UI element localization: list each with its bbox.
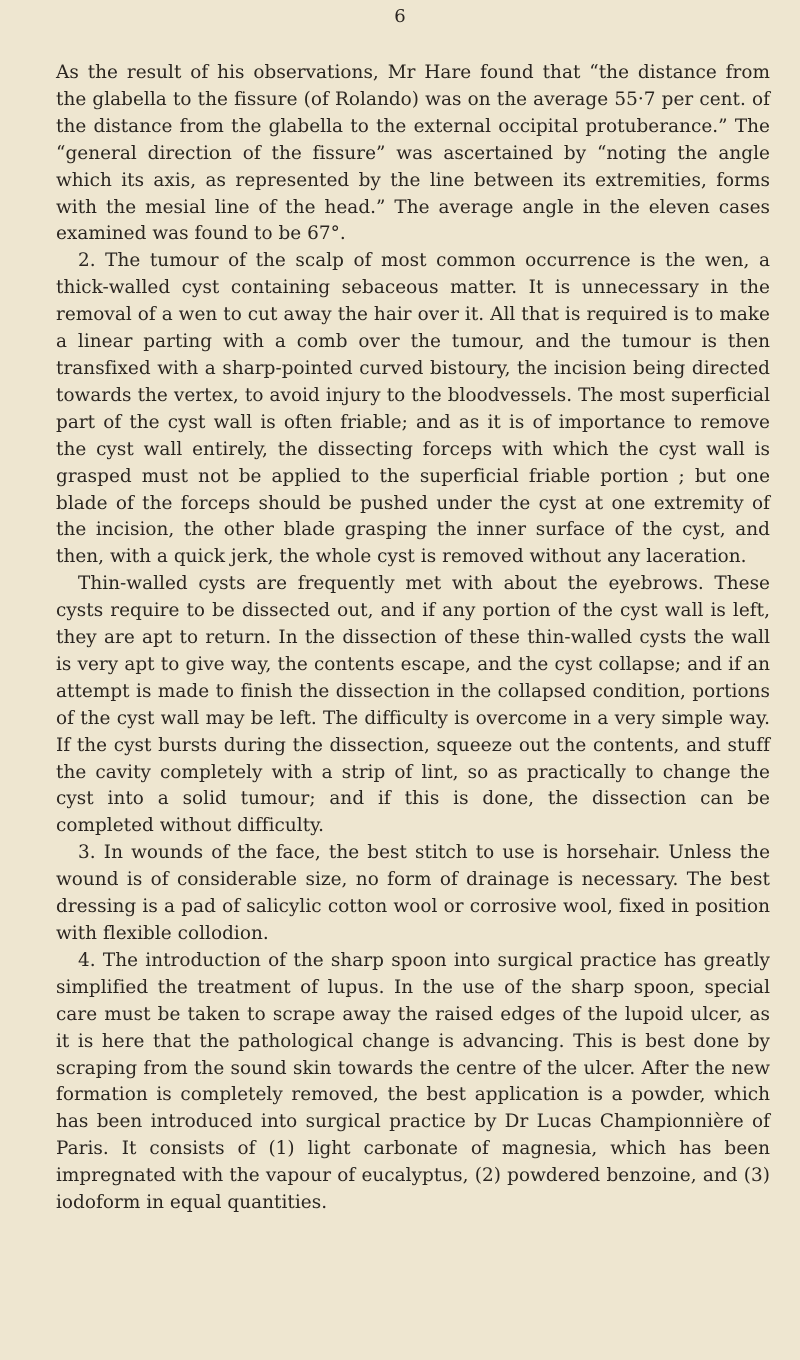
paragraph-face-wounds: 3. In wounds of the face, the best stitch to use is horsehair. Unless the wound is of considerable size, no form of drainage is necessary. The best dressing is a pad of salicylic cotton wool or corrosive wool, fixed in position with flexible collodion.	[56, 842, 770, 944]
paragraph-lupus-treatment: 4. The introduction of the sharp spoon into surgical practice has greatly simplified the treatment of lupus. In the use of the sharp spoon, special care must be taken to scrape away the raised edges of the lupoid ulcer, as it is here that the pathological change is advancing. This is best done by scraping from the sound skin towards the centre of the ulcer. After the new formation is completely removed, the best application is a powder, which has been introduced into surgical practice by Dr Lucas Championnière of Paris. It consists of (1) light carbonate of magnesia, which has been impregnated with the vapour of eucalyptus, (2) powdered benzoine, and (3) iodoform in equal quantities.	[56, 949, 770, 1214]
paragraph-scalp-wen: 2. The tumour of the scalp of most common occurrence is the wen, a thick-walled cyst containing sebaceous matter. It is unnecessary in the removal of a wen to cut away the hair over it. All that is required is to make a linear parting with a comb over the tumour, and the tumour is then transfixed with a sharp-pointed curved bistoury, the incision being directed towards the vertex, to avoid injury to the bloodvessels. The most superficial part of the cyst wall is often friable; and as it is of importance to remove the cyst wall entirely, the dissecting forceps with which the cyst wall is grasped must not be applied to the superficial friable portion ; but one blade of the forceps should be pushed under the cyst at one extremity of the incision, the other blade grasping the inner surface of the cyst, and then, with a quick jerk, the whole cyst is removed without any laceration.	[56, 250, 770, 568]
body-text	[56, 60, 770, 1217]
paragraph-thin-walled-cysts: Thin-walled cysts are frequently met with about the eyebrows. These cysts require to be dissected out, and if any portion of the cyst wall is left, they are apt to return. In the dissection of these thin-walled cysts the wall is very apt to give way, the contents escape, and the cyst collapse; and if an attempt is made to finish the dissection in the collapsed condition, portions of the cyst wall may be left. The difficulty is overcome in a very simple way. If the cyst bursts during the dissection, squeeze out the contents, and stuff the cavity completely with a strip of lint, so as practically to change the cyst into a solid tumour; and if this is done, the dissection can be completed without difficulty.	[56, 573, 770, 837]
page-number: 6	[394, 6, 406, 27]
paragraph-fissure-observations: As the result of his observations, Mr Hare found that “the distance from the glabella to the fissure (of Rolando) was on the average 55·7 per cent. of the distance from the glabella to the external occipital protuberance.” The “general direction of the fissure” was ascertained by “noting the angle which its axis, as represented by the line between its extremities, forms with the mesial line of the head.” The average angle in the eleven cases examined was found to be 67°.	[56, 62, 770, 245]
